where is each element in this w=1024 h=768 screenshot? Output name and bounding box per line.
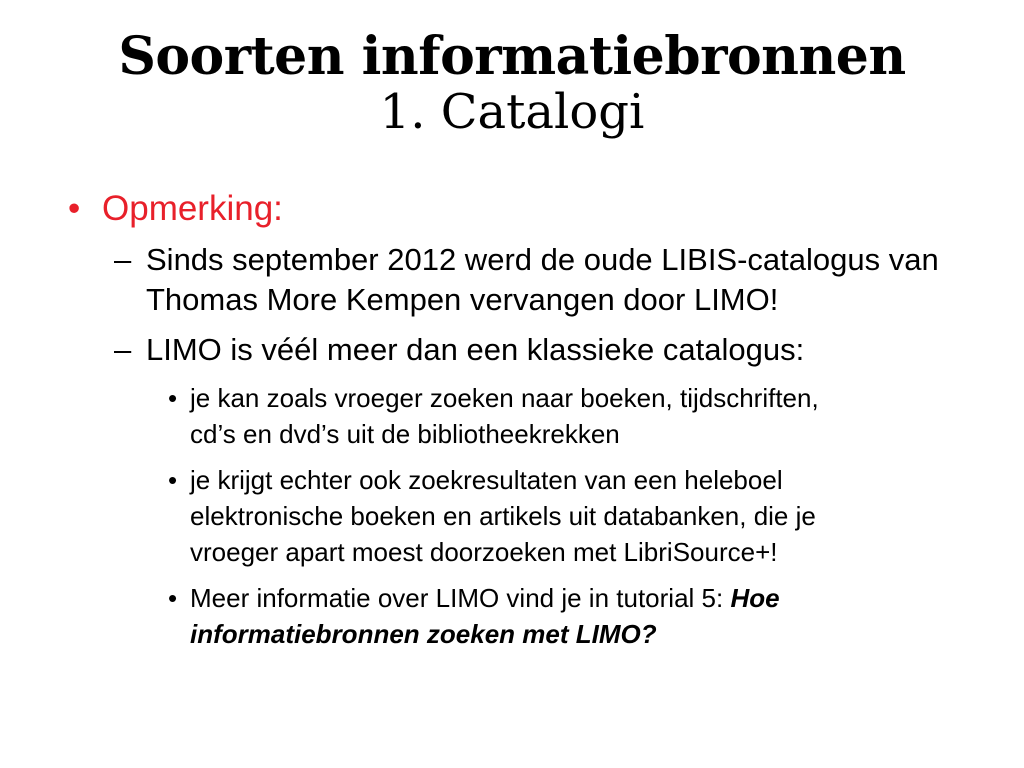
bullet-marker: • xyxy=(168,383,178,413)
bullet-text: Opmerking: xyxy=(102,189,283,228)
list-item-zoeken xyxy=(168,380,840,452)
bullet-marker: • xyxy=(168,465,178,495)
bullet-marker: • xyxy=(168,583,178,613)
slide-title-block xyxy=(0,28,1024,140)
bullet-marker: • xyxy=(68,189,81,228)
slide-title: Soorten informatiebronnen xyxy=(118,26,906,87)
subbullet-text: LIMO is véél meer dan een klassieke catalogus: xyxy=(146,332,805,367)
list-item-tutorial xyxy=(168,580,840,652)
bullet-opmerking xyxy=(68,186,968,232)
subbullet-libis xyxy=(114,240,968,320)
dash-marker: – xyxy=(114,332,132,367)
tutorial-title: Hoe informatiebronnen zoeken met LIMO? xyxy=(190,583,780,649)
list-item-text: je kan zoals vroeger zoeken naar boeken, tijdschriften, cd’s en dvd’s uit de bibliotheekrekken xyxy=(190,383,819,449)
subbullet-limo xyxy=(114,330,968,370)
list-item-zoekresultaten xyxy=(168,462,840,570)
dash-marker: – xyxy=(114,242,132,277)
list-item-text: je krijgt echter ook zoekresultaten van een heleboel elektronische boeken en artikels uit databanken, die je vroeger apart moest doorzoeken met LibriSource+! xyxy=(190,465,816,567)
list-item-text: Meer informatie over LIMO vind je in tutorial 5: xyxy=(190,583,731,613)
slide-body xyxy=(68,186,968,662)
subbullet-text: Sinds september 2012 werd de oude LIBIS-catalogus van Thomas More Kempen vervangen door LIMO! xyxy=(146,242,939,317)
slide-subtitle: 1. Catalogi xyxy=(379,84,645,141)
